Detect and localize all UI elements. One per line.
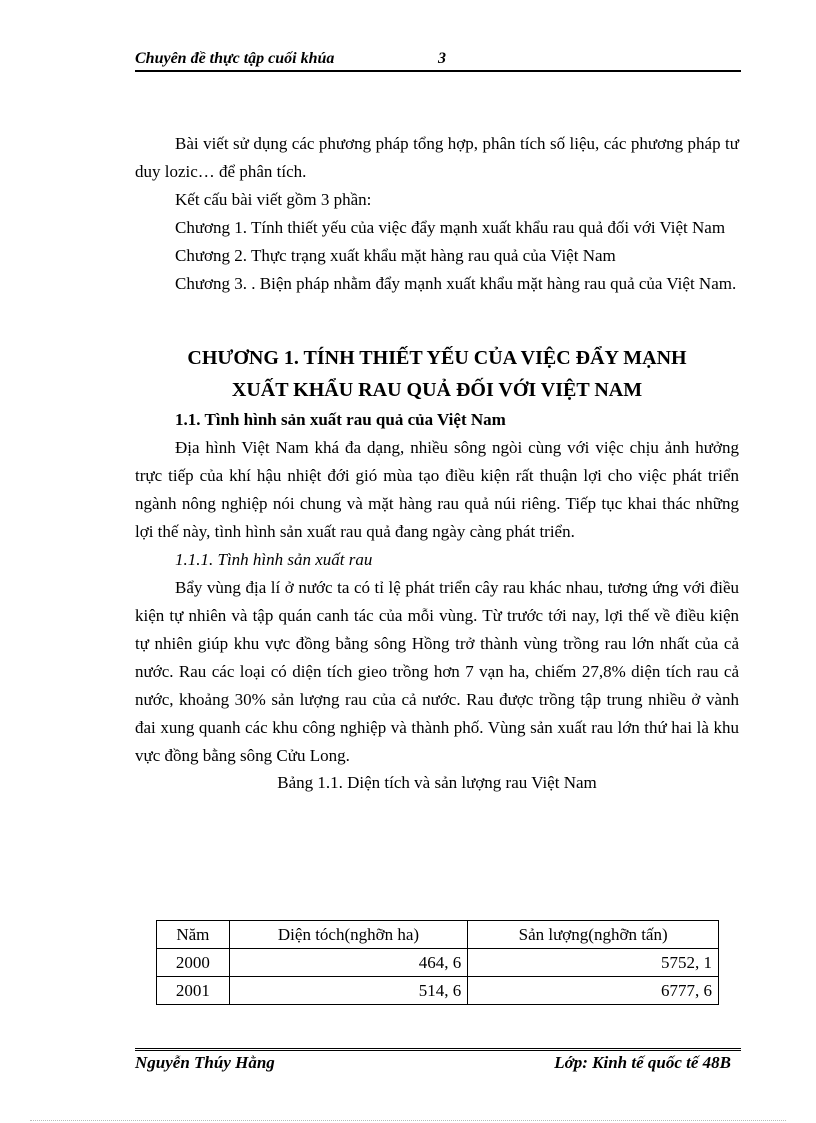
intro-paragraph-methods: Bài viết sử dụng các phương pháp tổng hợp, phân tích số liệu, các phương pháp tư duy lozic… để phân tích.: [135, 134, 739, 181]
footer-author: Nguyễn Thúy Hằng: [135, 1053, 275, 1072]
intro-paragraph-structure: Kết cấu bài viết gồm 3 phần:: [175, 190, 372, 209]
chapter-title-line-2: XUẤT KHẨU RAU QUẢ ĐỐI VỚI VIỆT NAM: [231, 379, 643, 401]
column-header-output: Sản lượng(nghỡn tấn): [468, 921, 719, 949]
intro-chapter-1: Chương 1. Tính thiết yếu của việc đẩy mạnh xuất khẩu rau quả đối với Việt Nam: [175, 218, 726, 237]
subsection-paragraph: Bẩy vùng địa lí ở nước ta có tỉ lệ phát triển cây rau khác nhau, tương ứng với điều kiện tự nhiên và tập quán canh tác của mỗi vùng. Từ trước tới nay, lợi thế về điều kiện tự nhiên giúp khu vực đồng bằng sông Hồng trở thành vùng trồng rau lớn nhất của cả nước. Rau các loại có diện tích gieo trồng hơn 7 vạn ha, chiếm 27,8% diện tích rau cả nước, khoảng 30% sản lượng rau của cả nước. Rau được trồng tập trung nhiều ở vành đai xung quanh các khu công nghiệp và thành phố. Vùng sản xuất rau lớn thứ hai là khu vực đồng bằng sông Cửu Long.: [135, 578, 739, 765]
cell-year: 2000: [157, 949, 230, 977]
cell-output: 5752, 1: [468, 949, 719, 977]
chapter-title-line-1: CHƯƠNG 1. TÍNH THIẾT YẾU CỦA VIỆC ĐẨY MẠNH: [187, 347, 687, 369]
intro-chapter-2: Chương 2. Thực trạng xuất khẩu mặt hàng rau quả của Việt Nam: [175, 246, 616, 265]
cell-area: 514, 6: [229, 977, 468, 1005]
data-table: [156, 920, 719, 1005]
page-bottom-divider: [30, 1120, 786, 1121]
page-number: 3: [438, 50, 446, 67]
table-header-row: [157, 921, 719, 949]
section-heading: 1.1. Tình hình sản xuất rau quả của Việt Nam: [175, 410, 506, 429]
subsection-heading: 1.1.1. Tình hình sản xuất rau: [175, 550, 373, 569]
document-body: [135, 130, 739, 796]
cell-area: 464, 6: [229, 949, 468, 977]
footer-class: Lớp: Kinh tế quốc tế 48B: [554, 1053, 731, 1072]
table-row: [157, 949, 719, 977]
header-title: Chuyên đề thực tập cuối khúa: [135, 50, 335, 67]
table-row: [157, 977, 719, 1005]
column-header-year: Năm: [157, 921, 230, 949]
section-paragraph: Địa hình Việt Nam khá đa dạng, nhiều sông ngòi cùng với việc chịu ảnh hưởng trực tiếp của khí hậu nhiệt đới gió mùa tạo điều kiện rất thuận lợi cho việc phát triển ngành nông nghiệp nói chung và mặt hàng rau quả núi riêng. Tiếp tục khai thác những lợi thế này, tình hình sản xuất rau quả đang ngày càng phát triển.: [135, 438, 739, 541]
page-header: [135, 48, 741, 72]
cell-output: 6777, 6: [468, 977, 719, 1005]
table-caption: Bảng 1.1. Diện tích và sản lượng rau Việt Nam: [277, 773, 597, 792]
footer-rule: [135, 1048, 741, 1051]
intro-chapter-3: Chương 3. . Biện pháp nhằm đẩy mạnh xuất khẩu mặt hàng rau quả của Việt Nam.: [175, 274, 737, 293]
column-header-area: Diện tóch(nghỡn ha): [229, 921, 468, 949]
cell-year: 2001: [157, 977, 230, 1005]
